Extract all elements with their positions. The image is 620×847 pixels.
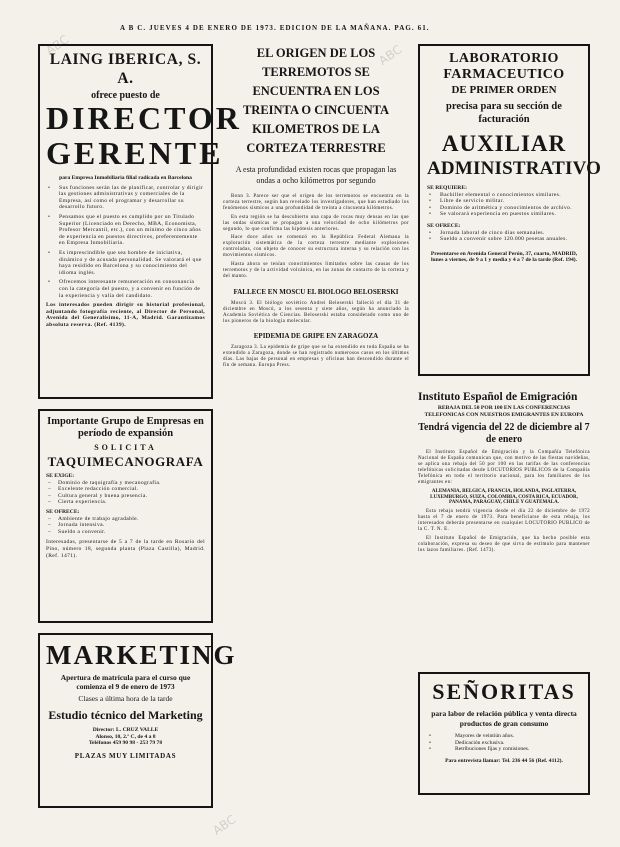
article-body [223,194,409,280]
lab-requirement: • Libre de servicio militar. [427,198,581,205]
grupo-contact: Interesadas, presentarse de 5 a 7 de la tarde en Rosario del Pino, número 18, segunda planta (Plaza Castilla), Madrid. (Ref. 1471). [46,539,205,559]
lab-offer: • Sueldo a convenir sobre 120.000 pesetas anuales. [427,236,581,243]
marketing-address: Alonso, 10, 2.º C, de 4 a 8 [95,733,156,740]
senoritas-title: SEÑORITAS [432,679,576,704]
lab-contact: Presentarse en Avenida General Perón, 37, cuarto, MADRID, lunes a viernes, de 9 a 1 y media y 4 a 7 de la tarde (Ref. 194). [430,250,578,264]
lab-role1: AUXILIAR [441,131,567,156]
instituto-validity: Tendrá vigencia del 22 de diciembre al 7 de enero [418,422,590,446]
left-column [38,44,242,808]
laing-bullet: • Pensamos que el puesto es cumplido por un Titulado Superior (Licenciado en Derecho, MBA, Economista, Profesor Mercantil, etc.), con un mínimo de cinco años de experiencia en puestos directivos, preferentemente en Empresa Inmobiliaria. [46,214,205,247]
marketing-title: MARKETING [46,640,237,670]
marketing-ad [38,633,237,808]
grupo-requirement: – Dominio de taquigrafía y mecanografía. [46,480,205,487]
page-header: A B C. JUEVES 4 DE ENERO DE 1973. EDICION DE LA MAÑANA. PAG. 61. [120,24,430,32]
instituto-paragraph: Esta rebaja tendrá vigencia desde el día 22 de diciembre de 1972 hasta el 7 de enero de 1973. Para beneficiarse de esta rebaja, los interesados deberán presentarse en cualquier LOCUTORIO PUBLICO de la C. T. N. E. [418,509,590,533]
instituto-notice [418,390,590,660]
grupo-solicita: SOLICITA [94,443,157,452]
lab-requirement: • Se valorará experiencia en puestos similares. [427,211,581,218]
laing-bullet: • Ofrecemos interesante remuneración en consonancia con la categoría del puesto, y a convenir en función de la experiencia y valía del candidato. [46,279,205,299]
right-column [418,44,602,795]
grupo-requirement: – Cultura general y buena presencia. [46,493,205,500]
grupo-ad [38,409,213,623]
grupo-offer: – Ambiente de trabajo agradable. [46,516,205,523]
laing-ad [38,44,242,399]
article-subhead-beloserski: FALLECE EN MOSCU EL BIOLOGO BELOSERSKI [233,287,399,296]
marketing-studio: Estudio técnico del Marketing [48,708,203,722]
laing-bullet: • Es imprescindible que sea hombre de iniciativa, dinámico y de acusada personalidad. Se valorará el que haya residido en Barcelona y su conocimiento del idioma inglés. [46,250,205,276]
grupo-offer: – Jornada intensiva. [46,522,205,529]
lab-title2: FARMACEUTICO [443,67,565,82]
grupo-offer-label: SE OFRECE: [46,508,80,515]
instituto-countries: ALEMANIA, BELGICA, FRANCIA, HOLANDA, INGLATERRA, LUXEMBURGO, SUIZA, COLOMBIA, COSTA RICA, ECUADOR, PANAMA, PARAGUAY, CHILE Y GUATEMALA. [430,488,578,506]
article-headline: EL ORIGEN DE LOS TERREMOTOS SE ENCUENTRA EN LOS TREINTA O CINCUENTA KILOMETROS DE LA CORTEZA TERRESTRE [242,46,390,155]
article-subhead-gripe: EPIDEMIA DE GRIPE EN ZARAGOZA [253,332,379,341]
lab-requirement: • Bachiller elemental o conocimientos similares. [427,192,581,199]
senoritas-benefit: • Retribuciones fijas y comisiones. [427,746,581,753]
marketing-line2: Clases a última hora de la tarde [78,694,173,703]
laing-intro: para Empresa Inmobiliaria filial radicada en Barcelona [59,175,192,181]
marketing-footer: PLAZAS MUY LIMITADAS [74,751,177,760]
lab-offer: • Jornada laboral de cinco días semanales. [427,230,581,237]
grupo-requirement: – Cierta experiencia. [46,499,205,506]
instituto-paragraph: El Instituto Español de Emigración y la Compañía Telefónica Nacional de España comunican que, con motivo de las fiestas navideñas, se aplica una rebaja del 50 por 100 en las tarifas de las conferencias telefónicas solicitadas desde LOCUTORIOS PUBLICOS de la Compañía Telefónica en todo el territorio nacional, para los familiares de los emigrantes en: [418,450,590,485]
senoritas-contact: Para entrevista llamar: Tel. 236 44 56 (Ref. 4112). [445,757,563,764]
instituto-paragraph: El Instituto Español de Emigración, que ha hecho posible esta colaboración, expresa su deseo de que sirva de estímulo para mantener los lazos familiares. (Ref. 1473). [418,535,590,553]
grupo-requirement: – Excelente redacción comercial. [46,486,205,493]
lab-role2: ADMINISTRATIVO [427,158,602,179]
grupo-req-label: SE EXIGE: [46,473,75,479]
lab-title4: precisa para su sección de facturación [446,101,562,125]
senoritas-benefit: • Dedicación exclusiva. [427,740,581,747]
grupo-offer: – Sueldo a convenir. [46,529,205,536]
grupo-position: TAQUIMECANOGRAFA [47,454,204,469]
article-paragraph: Hasta ahora se tenían conocimientos limitados sobre las causas de los terremotos y de la actividad volcánica, en las zonas de contacto de la corteza y del manto. [223,262,409,279]
lab-req-label: SE REQUIERE: [427,185,467,191]
marketing-director: Director: L. CRUZ VALLE [92,727,159,733]
watermark: ABC [43,32,72,58]
marketing-phones: Teléfonos 459 90 98 - 253 79 78 [88,740,163,747]
article-paragraph: Bonn 3. Parece ser que el origen de los terremotos se encuentra en la corteza terrestre, según han revelado los investigadores, que han estudiado los fenómenos sísmicos a una profundidad de treinta a cincuenta kilómetros. [223,194,409,211]
article-paragraph: Hace doce años se comenzó en la República Federal Alemana la exploración sistemática de la corteza terrestre mediante explosiones controladas, con objeto de conocer su estructura interna y su relación con los movimientos sísmicos. [223,235,409,259]
marketing-line1: Apertura de matrícula para el curso que comienza el 9 de enero de 1973 [60,673,191,691]
lab-title1: LABORATORIO [449,51,559,66]
instituto-title: Instituto Español de Emigración [418,391,578,403]
lab-title3: DE PRIMER ORDEN [451,84,557,96]
article-paragraph: Zaragoza 3. La epidemia de gripe que se ha extendido en toda España se ha extendido a Zaragoza, donde se han registrado numerosos casos en los últimos días. Las bajas de personal en empresas y oficinas han descendido durante el fin de semana. Europa Press. [223,345,409,369]
laing-company: LAING IBERICA, S. A. [49,51,202,87]
senoritas-subtitle: para labor de relación pública y venta directa productos de gran consumo [431,709,577,728]
article-subhead: A esta profundidad existen rocas que propagan las ondas a ocho kilómetros por segundo [235,165,397,185]
laing-closing: Los interesados pueden dirigir su historial profesional, adjuntando fotografía reciente, al Director de Personal, Avenida del Generalísimo, 11-A, Madrid. Garantizamos absoluta reserva. (Ref. 4139). [46,302,205,328]
instituto-subtitle: REBAJA DEL 50 POR 100 EN LAS CONFERENCIAS TELEFONICAS CON NUESTROS EMIGRANTES EN EUROPA [424,405,584,418]
article-paragraph: Moscú 3. El biólogo soviético Andrei Beloserski falleció el día 31 de diciembre en Moscú, a los sesenta y siete años, según ha anunciado la Academia Soviética de Ciencias. Beloserski estaba considerado como uno de los pioneros de la biología molecular. [223,300,409,324]
senoritas-benefit: • Mayores de veintiún años. [427,733,581,740]
middle-column [223,44,409,372]
laing-bullet: • Sus funciones serán las de planificar, controlar y dirigir las gestiones administrativas y comerciales de la Empresa, así como el programar y desarrollar su desarrollo futuro. [46,185,205,211]
laboratorio-ad [418,44,602,376]
watermark: ABC [210,812,239,838]
laing-title-gerente: GERENTE [46,135,224,171]
lab-requirement: • Dominio de aritmética y conocimientos de archivo. [427,205,581,212]
laing-offer: ofrece puesto de [91,90,160,101]
grupo-title: Importante Grupo de Empresas en período de expansión [47,416,204,439]
article-paragraph: En esta región se ha descubierto una capa de rocas muy densas en las que las ondas sísmicas se propagan a una velocidad de ocho kilómetros por segundo, lo que confirma las hipótesis anteriores. [223,214,409,232]
senoritas-ad [418,672,590,795]
lab-offer-label: SE OFRECE: [427,222,461,229]
laing-title-director: DIRECTOR [46,100,242,136]
watermark: ABC [376,42,405,68]
